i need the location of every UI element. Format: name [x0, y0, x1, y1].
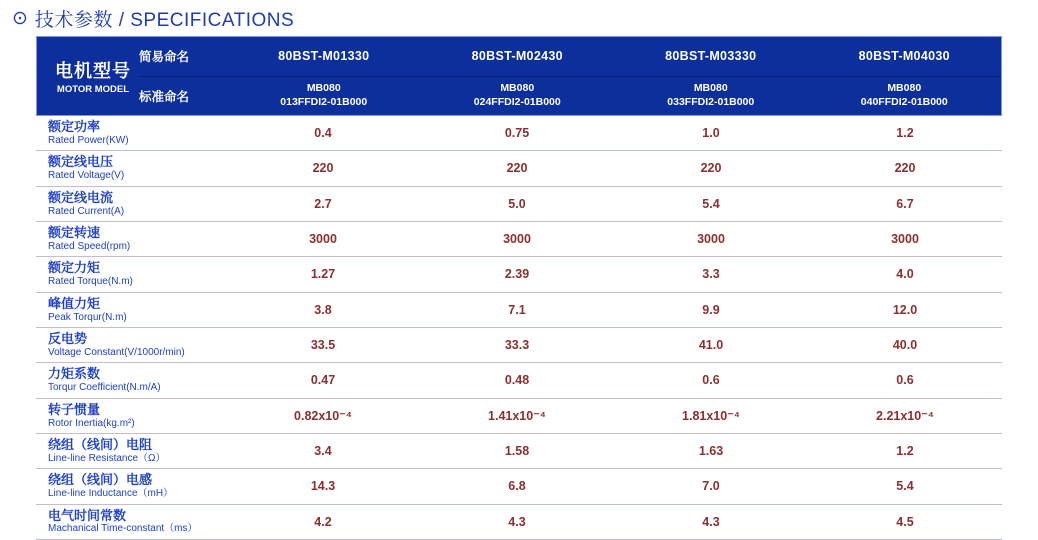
cell-value: 1.0 [702, 126, 720, 141]
cell-value: 4.0 [896, 267, 914, 282]
cell-value: 0.47 [310, 373, 336, 388]
cell-value: 5.0 [508, 196, 526, 211]
cell-value: 12.0 [892, 302, 918, 317]
cell-value: 41.0 [698, 338, 724, 353]
cell-value: 5.4 [702, 196, 720, 211]
cell-value: 4.3 [508, 514, 526, 529]
row-label-cn: 额定线电流 [48, 189, 114, 205]
simple-name-label: 简易命名 [139, 50, 190, 65]
row-label [36, 473, 226, 499]
cell-value: 4.2 [314, 514, 332, 529]
motor-model-header [37, 37, 139, 115]
row-label-en: Peak Torqur(N.m) [48, 311, 127, 323]
cell-value: 220 [894, 161, 916, 176]
cell-value: 33.5 [310, 338, 336, 353]
row-label [36, 367, 226, 393]
row-label-cn: 峰值力矩 [48, 295, 101, 311]
row-label-cn: 额定功率 [48, 118, 101, 134]
cell-value: 0.75 [504, 126, 530, 141]
cell-value: 33.3 [504, 338, 530, 353]
row-label-en: Line-line Resistance（Ω） [48, 452, 166, 464]
cell-value: 6.7 [896, 196, 914, 211]
standard-name-3-line2: 033FFDI2-01B000 [667, 95, 755, 108]
specifications-table [36, 36, 1002, 540]
table-row-rated-speed [36, 222, 1002, 257]
standard-name-4 [808, 82, 1002, 109]
cell-value: 220 [700, 161, 722, 176]
row-label-en: Rated Torque(N.m) [48, 276, 133, 288]
cell-value: 2.39 [504, 267, 530, 282]
row-label-cn: 转子惯量 [48, 401, 101, 417]
cell-value: 3000 [697, 232, 725, 247]
table-body [36, 116, 1002, 540]
cell-value: 9.9 [702, 302, 720, 317]
standard-name-row [139, 77, 1001, 116]
table-row-time-constant [36, 505, 1002, 540]
cell-value: 4.3 [702, 514, 720, 529]
cell-value: 1.2 [896, 126, 914, 141]
cell-value: 6.8 [508, 479, 526, 494]
row-label-en: Torqur Coefficient(N.m/A) [48, 382, 161, 394]
cell-value: 3000 [891, 232, 919, 247]
cell-value: 3.8 [314, 302, 332, 317]
page-title-text: 技术参数 / SPECIFICATIONS [34, 10, 295, 31]
row-label [36, 191, 226, 217]
row-label-en: Rated Voltage(V) [48, 170, 125, 182]
cell-value: 2.21x10⁻⁴ [876, 409, 934, 424]
table-row-rated-voltage [36, 151, 1002, 186]
cell-value: 1.2 [896, 444, 914, 459]
standard-name-2 [421, 82, 615, 109]
row-label-en: Rated Current(A) [48, 205, 125, 217]
standard-name-label: 标准命名 [139, 89, 190, 104]
row-label [36, 403, 226, 429]
cell-value: 0.6 [896, 373, 914, 388]
simple-name-row [139, 37, 1001, 77]
standard-name-2-line1: MB080 [500, 82, 535, 95]
row-label-cn: 绕组（线间）电感 [48, 472, 153, 488]
cell-value: 220 [506, 161, 528, 176]
row-label [36, 120, 226, 146]
row-label [36, 297, 226, 323]
model-name-4: 80BST-M04030 [858, 49, 950, 64]
table-row-line-resistance [36, 434, 1002, 469]
standard-name-2-line2: 024FFDI2-01B000 [473, 95, 561, 108]
circled-dot-icon: ⊙ [12, 8, 28, 29]
cell-value: 1.58 [504, 444, 530, 459]
row-label-en: Voltage Constant(V/1000r/min) [48, 346, 185, 358]
cell-value: 0.48 [504, 373, 530, 388]
table-row-rated-torque [36, 257, 1002, 292]
cell-value: 3000 [309, 232, 337, 247]
row-label [36, 226, 226, 252]
standard-name-3 [614, 82, 808, 109]
cell-value: 7.0 [702, 479, 720, 494]
cell-value: 4.5 [896, 514, 914, 529]
motor-model-cn: 电机型号 [55, 61, 131, 81]
cell-value: 14.3 [310, 479, 336, 494]
row-label [36, 261, 226, 287]
row-label-cn: 额定线电压 [48, 154, 114, 170]
model-name-3: 80BST-M03330 [665, 49, 757, 64]
row-label-cn: 绕组（线间）电阻 [48, 436, 153, 452]
row-label-cn: 电气时间常数 [48, 507, 127, 523]
table-row-rated-power [36, 116, 1002, 151]
cell-value: 0.6 [702, 373, 720, 388]
table-row-rotor-inertia [36, 399, 1002, 434]
motor-model-en: MOTOR MODEL [56, 84, 130, 95]
standard-name-1-line2: 013FFDI2-01B000 [280, 95, 368, 108]
standard-name-1 [227, 82, 421, 109]
cell-value: 0.4 [314, 126, 332, 141]
standard-name-4-line2: 040FFDI2-01B000 [860, 95, 948, 108]
cell-value: 5.4 [896, 479, 914, 494]
table-row-peak-torque [36, 293, 1002, 328]
cell-value: 3000 [503, 232, 531, 247]
cell-value: 220 [312, 161, 334, 176]
row-label-en: Rotor Inertia(kg.m²) [48, 417, 135, 429]
row-label-cn: 力矩系数 [48, 366, 101, 382]
table-row-voltage-constant [36, 328, 1002, 363]
row-label [36, 438, 226, 464]
row-label-en: Rated Speed(rpm) [48, 240, 131, 252]
table-row-rated-current [36, 187, 1002, 222]
cell-value: 1.41x10⁻⁴ [488, 409, 546, 424]
row-label-cn: 额定力矩 [48, 260, 101, 276]
cell-value: 1.27 [310, 267, 336, 282]
model-name-2: 80BST-M02430 [471, 49, 563, 64]
standard-name-4-line1: MB080 [887, 82, 922, 95]
cell-value: 1.81x10⁻⁴ [682, 409, 740, 424]
standard-name-3-line1: MB080 [693, 82, 728, 95]
cell-value: 3.4 [314, 444, 332, 459]
row-label-cn: 反电势 [48, 330, 88, 346]
row-label [36, 155, 226, 181]
model-name-1: 80BST-M01330 [278, 49, 370, 64]
cell-value: 7.1 [508, 302, 526, 317]
header-naming-rows [139, 37, 1001, 115]
cell-value: 40.0 [892, 338, 918, 353]
row-label-en: Line-line Inductance（mH） [48, 488, 174, 500]
row-label-en: Machanical Time-constant（ms） [48, 523, 198, 535]
row-label-cn: 额定转速 [48, 224, 101, 240]
row-label [36, 332, 226, 358]
cell-value: 3.3 [702, 267, 720, 282]
cell-value: 2.7 [314, 196, 332, 211]
table-row-torque-coefficient [36, 363, 1002, 398]
row-label-en: Rated Power(KW) [48, 134, 129, 146]
table-header [36, 36, 1002, 116]
standard-name-1-line1: MB080 [306, 82, 341, 95]
page-title [12, 5, 294, 32]
table-row-line-inductance [36, 469, 1002, 504]
row-label [36, 509, 226, 535]
cell-value: 1.63 [698, 444, 724, 459]
cell-value: 0.82x10⁻⁴ [294, 409, 352, 424]
